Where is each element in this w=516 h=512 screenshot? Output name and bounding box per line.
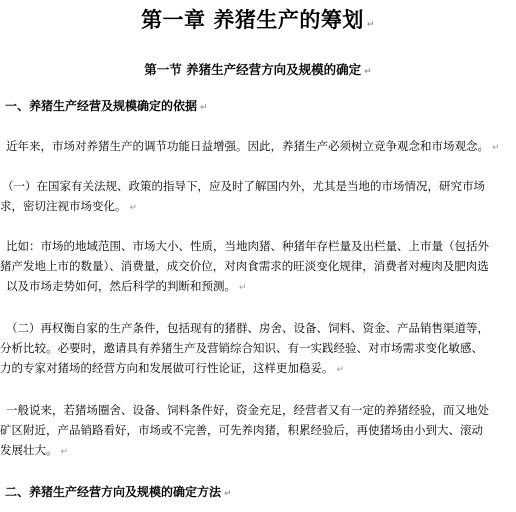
paragraph-mark-icon: ↵ bbox=[364, 67, 372, 77]
section-title-text: 第一节 养猪生产经营方向及规模的确定 bbox=[144, 62, 362, 77]
paragraph-three-line bbox=[0, 440, 489, 462]
paragraph-three-line: 矿区附近，产品销路看好，市场或不完善，可先养肉猪，积累经验后，再使猪场由小到大、滚动 bbox=[0, 423, 483, 437]
paragraph-example-line bbox=[0, 276, 489, 298]
paragraph-one-line: （一）在国家有关法规、政策的指导下，应及时了解国内外，尤其是当地的市场情况，研究市场 bbox=[2, 179, 485, 193]
paragraph-example bbox=[0, 236, 489, 298]
paragraph-mark-icon: ↵ bbox=[366, 20, 375, 30]
paragraph-three bbox=[0, 400, 489, 462]
paragraph-example-line-text: 以及市场走势如何，然后科学的判断和预测。 bbox=[6, 279, 236, 293]
paragraph-mark-icon: ↵ bbox=[200, 103, 208, 113]
heading-basis bbox=[5, 97, 208, 114]
paragraph-two-line bbox=[0, 358, 489, 380]
paragraph-one-line-text: 求，密切注视市场变化。 bbox=[0, 199, 127, 213]
paragraph-mark-icon: ↵ bbox=[60, 447, 69, 457]
paragraph-one bbox=[0, 176, 485, 218]
paragraph-three-line: 一般说来，若猪场圈舍、设备、饲料条件好，资金充足，经营者又有一定的养猪经验，而又地处 bbox=[6, 403, 489, 417]
paragraph-two-line: （二）再权衡自家的生产条件，包括现有的猪群、房舍、设备、饲料、资金、产品销售渠道等， bbox=[6, 321, 489, 335]
heading-basis-text: 一、养猪生产经营及规模确定的依据 bbox=[5, 99, 198, 113]
chapter-title bbox=[0, 4, 516, 34]
paragraph-two-line-text: 力的专家对猪场的经营方向和发展做可行性论证，这样更加稳妥。 bbox=[0, 361, 334, 375]
paragraph-intro bbox=[6, 136, 500, 158]
paragraph-mark-icon: ↵ bbox=[224, 489, 232, 499]
paragraph-mark-icon: ↵ bbox=[492, 143, 500, 153]
heading-methods bbox=[5, 483, 232, 500]
paragraph-three-line-text: 发展壮大。 bbox=[0, 443, 58, 457]
paragraph-two bbox=[0, 318, 489, 380]
paragraph-example-line: 猪产发地上市的数量）、消费量，成交价位，对肉食需求的旺淡变化规律，消费者对瘦肉及肥肉选 bbox=[0, 259, 489, 273]
paragraph-two-line: 分析比较。必要时，邀请具有养猪生产及营销综合知识、有一实践经验、对市场需求变化敏感、 bbox=[0, 341, 483, 355]
paragraph-example-line: 比如：市场的地域范围、市场大小、性质，当地肉猪、种猪年存栏量及出栏量、上市量（包括外 bbox=[6, 239, 489, 253]
paragraph-mark-icon: ↵ bbox=[239, 283, 247, 293]
paragraph-mark-icon: ↵ bbox=[129, 203, 138, 213]
chapter-title-text: 第一章 养猪生产的筹划 bbox=[141, 7, 364, 32]
paragraph-intro-text: 近年来，市场对养猪生产的调节功能日益增强。因此，养猪生产必须树立竞争观念和市场观念。 bbox=[6, 139, 489, 153]
paragraph-mark-icon: ↵ bbox=[336, 365, 345, 375]
heading-methods-text: 二、养猪生产经营方向及规模的确定方法 bbox=[5, 485, 222, 499]
paragraph-one-line bbox=[0, 196, 485, 218]
section-title bbox=[0, 60, 516, 78]
